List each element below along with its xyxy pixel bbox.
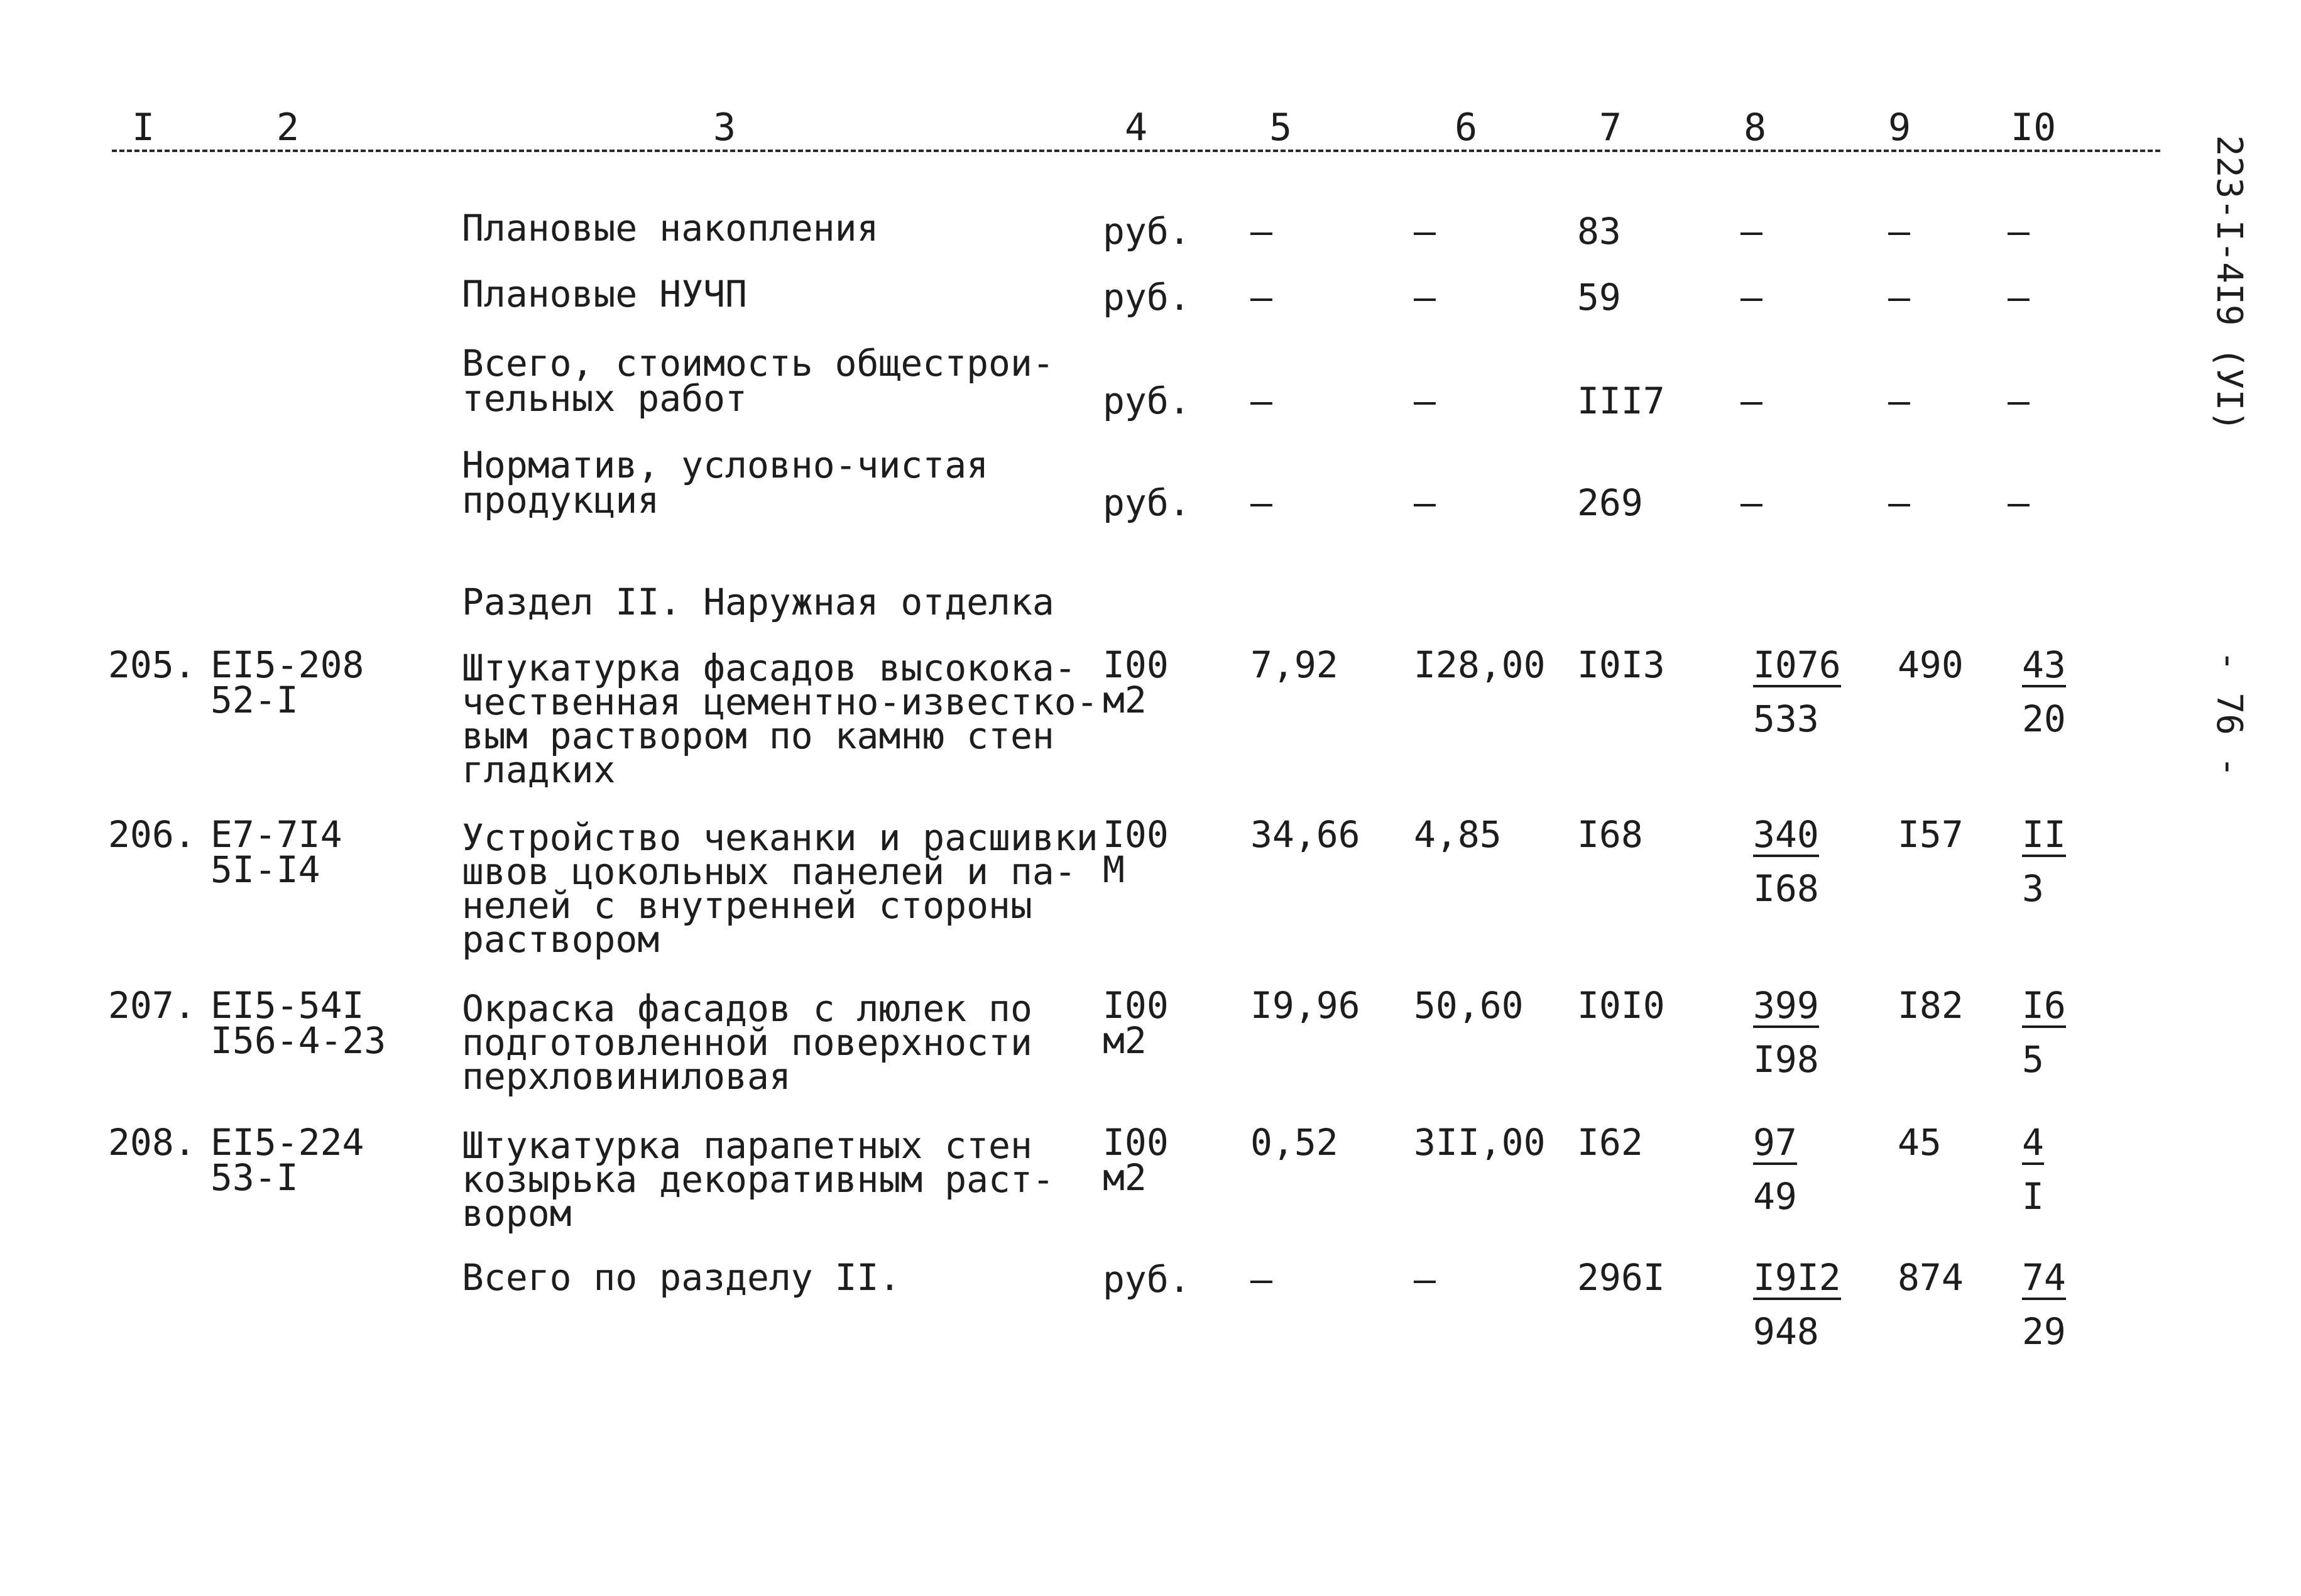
row-col7: 269 [1577, 481, 1643, 524]
fraction-numerator: 97 [1753, 1121, 1797, 1164]
row-col10: – [2008, 210, 2030, 253]
row-col6: – [1414, 380, 1436, 422]
row-col6: – [1414, 276, 1436, 319]
col-header-7: 7 [1599, 106, 1622, 150]
col-header-6: 6 [1455, 106, 1478, 150]
row-col5: 0,52 [1250, 1121, 1338, 1164]
row-name-line3: нелей с внутренней стороны [462, 884, 1032, 927]
row-name-line1: Норматив, условно-чистая [462, 444, 989, 486]
total-unit: руб. [1103, 1258, 1191, 1301]
row-name-line2: козырька декоративным раст- [462, 1158, 1054, 1201]
col-header-1: I [132, 106, 155, 150]
fraction-denominator: 5 [2022, 1038, 2044, 1081]
row-col9: 490 [1898, 643, 1964, 686]
row-col9: – [1888, 481, 1910, 524]
fraction-numerator: II [2022, 813, 2066, 856]
row-unit: руб. [1103, 380, 1191, 422]
row-code-line2: I56-4-23 [210, 1019, 386, 1062]
col-header-9: 9 [1888, 106, 1911, 150]
row-col9: I82 [1898, 984, 1964, 1027]
row-name-line2: подготовленной поверхности [462, 1021, 1032, 1064]
row-col9: – [1888, 210, 1910, 253]
fraction-numerator: 399 [1753, 984, 1819, 1027]
row-col10-fraction [2022, 984, 2066, 1081]
fraction-denominator: 29 [2022, 1310, 2066, 1353]
row-col8: – [1741, 380, 1763, 422]
row-col10: – [2008, 276, 2030, 319]
row-col10-fraction [2022, 1121, 2044, 1218]
row-col10: – [2008, 380, 2030, 422]
total-col6: – [1414, 1258, 1436, 1301]
row-number: 207. [108, 984, 196, 1027]
row-col8: – [1741, 210, 1763, 253]
row-code-line1: EI5-224 [210, 1121, 364, 1164]
row-name-line2: тельных работ [462, 377, 747, 420]
section-title: Раздел II. Наружная отделка [462, 581, 1054, 623]
row-col7: I62 [1577, 1121, 1643, 1164]
row-unit: руб. [1103, 276, 1191, 319]
row-name-line1: Штукатурка фасадов высокока- [462, 647, 1076, 689]
row-name-line3: вым раствором по камню стен [462, 714, 1054, 757]
row-col8-fraction [1753, 1121, 1797, 1218]
fraction-numerator: I9I2 [1753, 1256, 1841, 1299]
row-col5: – [1250, 380, 1272, 422]
row-col5: – [1250, 276, 1272, 319]
row-col6: I28,00 [1414, 643, 1546, 686]
row-name-line4: раствором [462, 918, 660, 961]
col-header-5: 5 [1269, 106, 1293, 150]
total-col8-fraction [1753, 1256, 1841, 1353]
row-code-line2: 52-I [210, 679, 298, 721]
fraction-denominator: 3 [2022, 867, 2044, 910]
row-col6: – [1414, 481, 1436, 524]
row-number: 206. [108, 813, 196, 856]
row-col7: III7 [1577, 380, 1665, 422]
row-name-line1: Всего, стоимость общестрои- [462, 342, 1054, 385]
fraction-denominator: I68 [1753, 867, 1819, 910]
fraction-numerator: 43 [2022, 643, 2066, 686]
row-col8-fraction [1753, 643, 1841, 740]
row-col10-fraction [2022, 643, 2066, 740]
fraction-denominator: 533 [1753, 697, 1819, 740]
row-name: Плановые НУЧП [462, 273, 747, 315]
row-number: 205. [108, 643, 196, 686]
row-col8-fraction [1753, 984, 1819, 1081]
row-col7: 83 [1577, 210, 1621, 253]
row-col6: 3II,00 [1414, 1121, 1546, 1164]
fraction-numerator: 340 [1753, 813, 1819, 856]
row-name-line1: Устройство чеканки и расшивки [462, 816, 1098, 859]
document-code: 223-I-4I9 (УI) [2209, 135, 2249, 432]
col-header-8: 8 [1744, 106, 1767, 150]
col-header-3: 3 [713, 106, 736, 150]
row-col7: I68 [1577, 813, 1643, 856]
row-col10-fraction [2022, 813, 2066, 910]
row-unit-line2: м2 [1103, 1156, 1147, 1199]
row-col9: – [1888, 380, 1910, 422]
fraction-denominator: I [2022, 1175, 2044, 1218]
row-unit-line2: М [1103, 848, 1125, 891]
row-code-line1: E7-7I4 [210, 813, 342, 856]
row-col8-fraction [1753, 813, 1819, 910]
row-col5: – [1250, 210, 1272, 253]
row-name-line2: продукция [462, 479, 660, 522]
row-col5: 7,92 [1250, 643, 1338, 686]
row-col9: 45 [1898, 1121, 1942, 1164]
row-col8: – [1741, 481, 1763, 524]
row-name-line3: вором [462, 1192, 572, 1235]
row-number: 208. [108, 1121, 196, 1164]
row-col5: – [1250, 481, 1272, 524]
total-label: Всего по разделу II. [462, 1256, 901, 1299]
row-col7: 59 [1577, 276, 1621, 319]
row-col5: 34,66 [1250, 813, 1360, 856]
row-name-line1: Окраска фасадов с люлек по [462, 987, 1032, 1030]
row-name-line2: чественная цементно-известко- [462, 680, 1098, 723]
total-col9: 874 [1898, 1256, 1964, 1299]
row-unit-line1: I00 [1103, 1121, 1169, 1164]
fraction-numerator: I076 [1753, 643, 1841, 686]
fraction-denominator: I98 [1753, 1038, 1819, 1081]
row-col9: I57 [1898, 813, 1964, 856]
row-col6: 4,85 [1414, 813, 1502, 856]
fraction-numerator: 4 [2022, 1121, 2044, 1164]
row-unit: руб. [1103, 210, 1191, 253]
header-rule [112, 150, 2160, 152]
row-col7: I0I0 [1577, 984, 1665, 1027]
row-name: Плановые накопления [462, 207, 879, 249]
col-header-4: 4 [1125, 106, 1148, 150]
row-name-line1: Штукатурка парапетных стен [462, 1124, 1032, 1167]
row-unit-line1: I00 [1103, 813, 1169, 856]
row-code-line2: 5I-I4 [210, 848, 320, 891]
fraction-numerator: 74 [2022, 1256, 2066, 1299]
total-col7: 296I [1577, 1256, 1665, 1299]
fraction-denominator: 20 [2022, 697, 2066, 740]
row-col6: 50,60 [1414, 984, 1524, 1027]
row-name-line3: перхловиниловая [462, 1055, 791, 1098]
row-code-line2: 53-I [210, 1156, 298, 1199]
row-unit-line1: I00 [1103, 984, 1169, 1027]
row-name-line4: гладких [462, 748, 616, 791]
total-col10-fraction [2022, 1256, 2066, 1353]
row-code-line1: EI5-54I [210, 984, 364, 1027]
row-col7: I0I3 [1577, 643, 1665, 686]
fraction-denominator: 49 [1753, 1175, 1797, 1218]
row-col8: – [1741, 276, 1763, 319]
row-code-line1: EI5-208 [210, 643, 364, 686]
col-header-2: 2 [276, 106, 300, 150]
row-unit: руб. [1103, 481, 1191, 524]
row-unit-line2: м2 [1103, 679, 1147, 721]
row-col6: – [1414, 210, 1436, 253]
row-col5: I9,96 [1250, 984, 1360, 1027]
row-col9: – [1888, 276, 1910, 319]
row-name-line2: швов цокольных панелей и па- [462, 850, 1076, 893]
fraction-numerator: I6 [2022, 984, 2066, 1027]
col-header-10: I0 [2011, 106, 2057, 150]
fraction-denominator: 948 [1753, 1310, 1819, 1353]
row-unit-line2: м2 [1103, 1019, 1147, 1062]
row-unit-line1: I00 [1103, 643, 1169, 686]
total-col5: – [1250, 1258, 1272, 1301]
row-col10: – [2008, 481, 2030, 524]
page-number: - 76 - [2209, 650, 2249, 778]
